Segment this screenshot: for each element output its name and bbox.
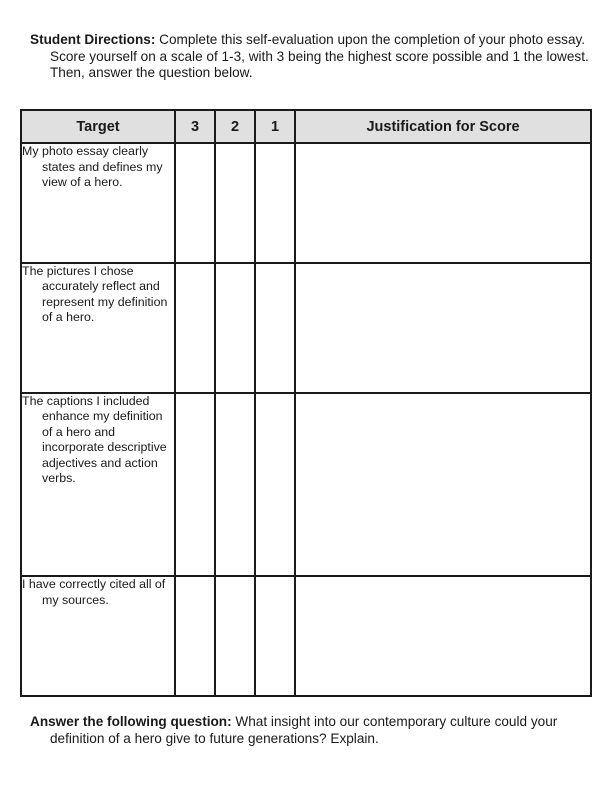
score-1-cell[interactable] — [255, 263, 295, 393]
table-header-row — [21, 110, 591, 143]
justification-cell[interactable] — [295, 143, 591, 263]
target-text: The pictures I chose accurately reflect and represent my definition of a hero. — [22, 263, 168, 325]
score-2-cell[interactable] — [215, 576, 255, 696]
score-1-cell[interactable] — [255, 576, 295, 696]
justification-cell[interactable] — [295, 393, 591, 576]
score-2-cell[interactable] — [215, 263, 255, 393]
table-row — [21, 393, 591, 576]
student-directions — [30, 32, 590, 82]
score-2-cell[interactable] — [215, 393, 255, 576]
score-1-cell[interactable] — [255, 393, 295, 576]
score-2-cell[interactable] — [215, 143, 255, 263]
score-1-cell[interactable] — [255, 143, 295, 263]
reflection-question — [30, 714, 590, 747]
target-text: My photo essay clearly states and defines my view of a hero. — [22, 144, 163, 189]
header-score-2: 2 — [215, 110, 255, 143]
header-target: Target — [21, 110, 175, 143]
target-cell — [21, 393, 175, 576]
score-3-cell[interactable] — [175, 393, 215, 576]
target-text: The captions I included enhance my definition of a hero and incorporate descriptive adjectives and action verbs. — [22, 393, 167, 486]
table-row — [21, 576, 591, 696]
table-row — [21, 143, 591, 263]
target-text: I have correctly cited all of my sources. — [22, 577, 166, 607]
header-justification: Justification for Score — [295, 110, 591, 143]
target-cell — [21, 576, 175, 696]
header-score-1: 1 — [255, 110, 295, 143]
target-cell — [21, 263, 175, 393]
target-cell — [21, 143, 175, 263]
directions-paragraph — [30, 32, 590, 82]
score-3-cell[interactable] — [175, 143, 215, 263]
justification-cell[interactable] — [295, 263, 591, 393]
self-evaluation-table — [20, 109, 592, 697]
question-label: Answer the following question: — [30, 714, 232, 729]
question-paragraph — [30, 714, 590, 747]
directions-label: Student Directions: — [30, 32, 156, 47]
table-row — [21, 263, 591, 393]
directions-text: Complete this self-evaluation upon the completion of your photo essay. Score yourself on a scale of 1-3, with 3 being the highest score possible and 1 the lowest. Then, answer the question below. — [50, 32, 589, 80]
question-text: What insight into our contemporary culture could your definition of a hero give to future generations? Explain. — [50, 714, 558, 746]
justification-cell[interactable] — [295, 576, 591, 696]
header-score-3: 3 — [175, 110, 215, 143]
score-3-cell[interactable] — [175, 263, 215, 393]
score-3-cell[interactable] — [175, 576, 215, 696]
